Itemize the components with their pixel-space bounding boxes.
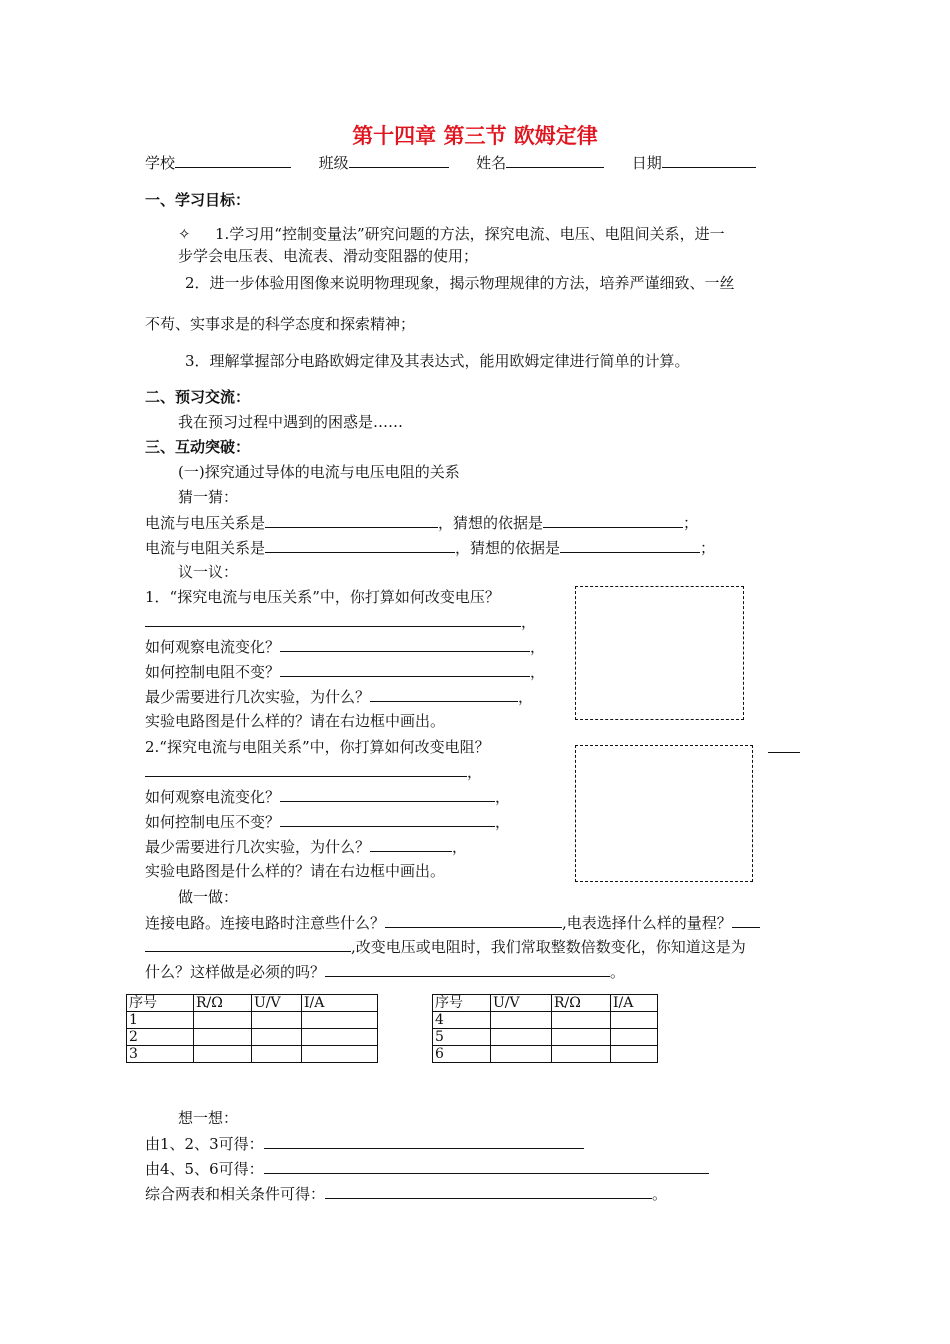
row-index: 6 <box>433 1046 491 1063</box>
row-index: 3 <box>127 1046 194 1063</box>
goal2-line2: 不苟、实事求是的科学态度和探索精神； <box>145 315 416 333</box>
section1-heading: 一、学习目标： <box>145 191 251 209</box>
subsection-title: (一)探究通过导体的电流与电压电阻的关系 <box>178 463 460 481</box>
do-line-3: 什么？这样做是必须的吗？ 。 <box>145 963 626 981</box>
q1-times: 最少需要进行几次实验，为什么？ ， <box>145 688 534 706</box>
bullet-icon: ✧ <box>178 225 191 243</box>
table-row <box>433 1029 658 1046</box>
q2-observe: 如何观察电流变化？ ， <box>145 788 511 806</box>
table-header-cell: 序号 <box>433 995 491 1012</box>
meter-range-blank-b[interactable] <box>145 936 351 952</box>
table-row <box>127 1029 378 1046</box>
section2-heading: 二、预习交流： <box>145 388 251 406</box>
guess-resistance-blank[interactable] <box>265 537 455 553</box>
q1-control-blank[interactable] <box>280 661 530 677</box>
row-index: 1 <box>127 1012 194 1029</box>
guess-line-2: 电流与电阻关系是 ，猜想的依据是 ； <box>145 539 716 557</box>
table-cell[interactable] <box>194 1046 252 1063</box>
question-1: 1．“探究电流与电压关系”中，你打算如何改变电压？ <box>145 588 500 606</box>
guess-resistance-basis-blank[interactable] <box>560 537 700 553</box>
table-header-row <box>127 995 378 1012</box>
table-row <box>127 1046 378 1063</box>
table-cell[interactable] <box>252 1029 302 1046</box>
table-cell[interactable] <box>491 1029 552 1046</box>
goal2-line1: 2．进一步体验用图像来说明物理现象，揭示物理规律的方法，培养严谨细致、一丝 <box>185 274 735 292</box>
q2-answer-line: ， <box>145 761 482 782</box>
goal1-line1: 1.学习用“控制变量法”研究问题的方法，探究电流、电压、电阻间关系，进一 <box>215 225 725 243</box>
q1-times-blank[interactable] <box>370 686 518 702</box>
q2-control-blank[interactable] <box>280 811 495 827</box>
date-label: 日期 <box>631 154 662 172</box>
table-cell[interactable] <box>194 1029 252 1046</box>
conclusion-combined-blank[interactable] <box>325 1183 652 1199</box>
table-cell[interactable] <box>611 1029 658 1046</box>
conclusion-456-blank[interactable] <box>264 1158 709 1174</box>
connect-notes-blank[interactable] <box>385 912 562 928</box>
goal1-line2: 步学会电压表、电流表、滑动变阻器的使用； <box>178 247 479 265</box>
table-header-row <box>433 995 658 1012</box>
table-header-cell: U/V <box>252 995 302 1012</box>
table-cell[interactable] <box>194 1012 252 1029</box>
table-header-cell: R/Ω <box>552 995 611 1012</box>
guess-voltage-basis-blank[interactable] <box>543 512 683 528</box>
table-row <box>127 1012 378 1029</box>
table-cell[interactable] <box>491 1012 552 1029</box>
q2-extra-blank[interactable] <box>768 737 800 753</box>
think-line-2: 由4、5、6可得： <box>145 1158 709 1179</box>
school-field[interactable] <box>175 152 291 168</box>
q2-control: 如何控制电压不变？ ， <box>145 813 511 831</box>
table-header-cell: R/Ω <box>194 995 252 1012</box>
guess-voltage-blank[interactable] <box>265 512 438 528</box>
q1-circuit: 实验电路图是什么样的？请在右边框中画出。 <box>145 712 446 730</box>
q2-extra-blank-row <box>768 737 800 758</box>
conclusion-123-blank[interactable] <box>264 1133 584 1149</box>
table-row <box>433 1046 658 1063</box>
name-field[interactable] <box>506 152 604 168</box>
goal3: 3．理解掌握部分电路欧姆定律及其表达式，能用欧姆定律进行简单的计算。 <box>185 352 690 370</box>
table-cell[interactable] <box>302 1046 378 1063</box>
do-heading: 做一做： <box>178 888 239 906</box>
row-index: 4 <box>433 1012 491 1029</box>
header-fields <box>145 152 756 173</box>
circuit-drawing-box-2[interactable] <box>575 745 753 882</box>
date-field[interactable] <box>662 152 756 168</box>
section3-heading: 三、互动突破： <box>145 438 251 456</box>
think-line-1: 由1、2、3可得： <box>145 1133 584 1154</box>
q1-observe-blank[interactable] <box>280 636 530 652</box>
table-cell[interactable] <box>252 1046 302 1063</box>
q2-circuit: 实验电路图是什么样的？请在右边框中画出。 <box>145 862 446 880</box>
do-line-1: 连接电路。连接电路时注意些什么？ ,电表选择什么样的量程？ <box>145 912 760 933</box>
table-cell[interactable] <box>552 1029 611 1046</box>
q1-control: 如何控制电阻不变？ ， <box>145 663 546 681</box>
table-cell[interactable] <box>302 1029 378 1046</box>
row-index: 5 <box>433 1029 491 1046</box>
meter-range-blank-a[interactable] <box>732 912 760 928</box>
discuss-heading: 议一议： <box>178 563 239 581</box>
guess-line-1: 电流与电压关系是 ，猜想的依据是 ； <box>145 514 699 532</box>
table-header-cell: 序号 <box>127 995 194 1012</box>
q1-answer-blank[interactable] <box>145 611 521 627</box>
school-label: 学校 <box>145 154 176 172</box>
table-header-cell: I/A <box>302 995 378 1012</box>
table-header-cell: I/A <box>611 995 658 1012</box>
page-title: 第十四章 第三节 欧姆定律 <box>352 123 598 148</box>
table-header-cell: U/V <box>491 995 552 1012</box>
table-cell[interactable] <box>611 1046 658 1063</box>
q1-answer-line: ， <box>145 611 536 632</box>
table-cell[interactable] <box>611 1012 658 1029</box>
q2-answer-blank[interactable] <box>145 761 467 777</box>
row-index: 2 <box>127 1029 194 1046</box>
name-label: 姓名 <box>476 154 507 172</box>
table-cell[interactable] <box>302 1012 378 1029</box>
q2-times: 最少需要进行几次实验，为什么？ ， <box>145 838 468 856</box>
think-line-3: 综合两表和相关条件可得： 。 <box>145 1185 668 1203</box>
table-cell[interactable] <box>552 1046 611 1063</box>
circuit-drawing-box-1[interactable] <box>575 586 744 720</box>
question-2: 2.“探究电流与电阻关系”中，你打算如何改变电阻？ <box>145 738 490 756</box>
do-line-2: ,改变电压或电阻时，我们常取整数倍数变化，你知道这是为 <box>145 936 746 957</box>
q2-times-blank[interactable] <box>370 836 452 852</box>
data-table-2 <box>432 994 658 1063</box>
class-field[interactable] <box>349 152 449 168</box>
q2-observe-blank[interactable] <box>280 786 495 802</box>
data-table-1 <box>126 994 378 1063</box>
guess-heading: 猜一猜： <box>178 488 239 506</box>
preview-text: 我在预习过程中遇到的困惑是…… <box>178 413 404 431</box>
necessity-blank[interactable] <box>325 961 610 977</box>
class-label: 班级 <box>318 154 349 172</box>
think-heading: 想一想： <box>178 1109 239 1127</box>
table-cell[interactable] <box>491 1046 552 1063</box>
table-cell[interactable] <box>252 1012 302 1029</box>
q1-observe: 如何观察电流变化？ ， <box>145 638 546 656</box>
table-cell[interactable] <box>552 1012 611 1029</box>
table-row <box>433 1012 658 1029</box>
